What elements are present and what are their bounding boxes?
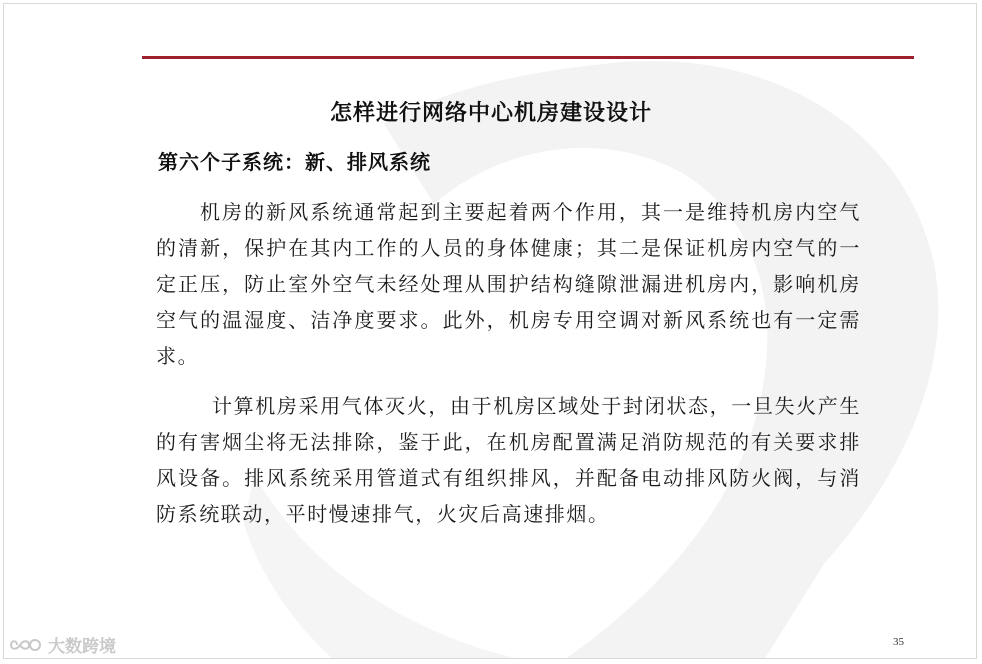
watermark-logo-text: 大数跨境 <box>48 637 116 657</box>
slide <box>3 3 977 659</box>
watermark-logo <box>8 632 116 657</box>
top-rule <box>142 56 914 59</box>
infinity-logo-icon <box>8 636 44 654</box>
section-heading: 第六个子系统：新、排风系统 <box>158 150 431 174</box>
paragraph-fresh-air: 机房的新风系统通常起到主要起着两个作用，其一是维持机房内空气的清新，保护在其内工作的人员的身体健康；其二是保证机房内空气的一定正压，防止室外空气未经处理从围护结构缝隙泄漏进机房内，影响机房空气的温湿度、洁净度要求。此外，机房专用空调对新风系统也有一定需求。 <box>156 200 861 368</box>
slide-title: 怎样进行网络中心机房建设设计 <box>329 100 652 126</box>
paragraph-exhaust: 计算机房采用气体灭火，由于机房区域处于封闭状态，一旦失火产生的有害烟尘将无法排除，鉴于此，在机房配置满足消防规范的有关要求排风设备。排风系统采用管道式有组织排风，并配备电动排风防火阀，与消防系统联动，平时慢速排气，火灾后高速排烟。 <box>156 394 861 526</box>
page-number: 35 <box>893 636 904 648</box>
